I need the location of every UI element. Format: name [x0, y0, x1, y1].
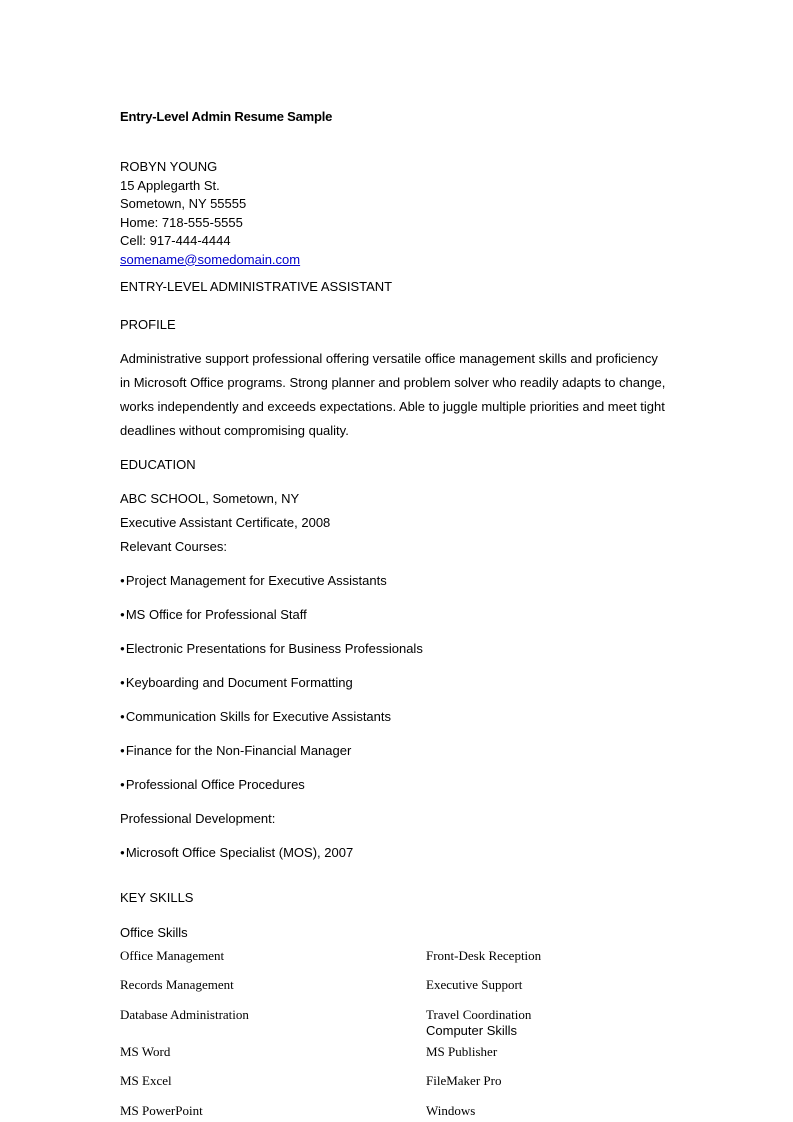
document-title: Entry-Level Admin Resume Sample — [120, 109, 333, 124]
list-item: ●Finance for the Non-Financial Manager — [120, 743, 352, 758]
objective-heading: ENTRY-LEVEL ADMINISTRATIVE ASSISTANT — [120, 279, 393, 294]
skill-item: Office Management — [120, 948, 225, 963]
list-item: ●Professional Office Procedures — [120, 777, 305, 792]
skill-item: Executive Support — [426, 977, 523, 992]
contact-block — [120, 159, 300, 270]
education-certificate: Executive Assistant Certificate, 2008 — [120, 515, 331, 530]
skill-item: MS Publisher — [426, 1044, 498, 1059]
contact-email-link[interactable]: somename@somedomain.com — [120, 251, 301, 267]
skill-item: Records Management — [120, 977, 234, 992]
bullet-icon: ● — [120, 746, 125, 755]
skill-item: MS PowerPoint — [120, 1103, 203, 1118]
skill-item: Windows — [426, 1103, 476, 1118]
contact-cell-phone: Cell: 917-444-4444 — [120, 233, 231, 248]
education-school: ABC SCHOOL, Sometown, NY — [120, 491, 300, 506]
list-item: ●Electronic Presentations for Business Professionals — [120, 641, 423, 656]
bullet-icon: ● — [120, 576, 125, 585]
list-item: ●Communication Skills for Executive Assistants — [120, 709, 391, 724]
contact-street: 15 Applegarth St. — [120, 177, 220, 193]
computer-skills-label: Computer Skills — [426, 1023, 518, 1038]
list-item: ●Keyboarding and Document Formatting — [120, 675, 353, 690]
skill-item: Front-Desk Reception — [426, 948, 542, 963]
list-item: ●Microsoft Office Specialist (MOS), 2007 — [120, 845, 354, 860]
profile-heading: PROFILE — [120, 317, 176, 332]
bullet-icon: ● — [120, 644, 125, 653]
contact-city: Sometown, NY 55555 — [120, 196, 247, 211]
professional-development-label: Professional Development: — [120, 811, 276, 826]
relevant-courses-label: Relevant Courses: — [120, 539, 227, 554]
skill-item: FileMaker Pro — [426, 1073, 502, 1088]
key-skills-heading: KEY SKILLS — [120, 890, 194, 905]
list-item: ●MS Office for Professional Staff — [120, 607, 307, 622]
bullet-icon: ● — [120, 848, 125, 857]
education-heading: EDUCATION — [120, 457, 196, 472]
skill-item: MS Word — [120, 1044, 171, 1059]
bullet-icon: ● — [120, 610, 125, 619]
list-item: ●Project Management for Executive Assistants — [120, 573, 387, 588]
profile-section — [120, 347, 670, 443]
bullet-icon: ● — [120, 678, 125, 687]
contact-name: ROBYN YOUNG — [120, 159, 218, 174]
contact-home-phone: Home: 718-555-5555 — [120, 214, 243, 230]
profile-text: Administrative support professional offering versatile office management skills and proficiency in Microsoft Office programs. Strong planner and problem solver who readily adapts to change, works independently and exceeds expectations. Able to juggle multiple priorities and meet tight deadlines without compromising quality. — [120, 351, 666, 438]
skill-item: Database Administration — [120, 1007, 249, 1022]
bullet-icon: ● — [120, 712, 125, 721]
office-skills-label: Office Skills — [120, 925, 188, 940]
skill-item: MS Excel — [120, 1073, 172, 1088]
skill-item: Travel Coordination — [426, 1007, 532, 1022]
bullet-icon: ● — [120, 780, 125, 789]
